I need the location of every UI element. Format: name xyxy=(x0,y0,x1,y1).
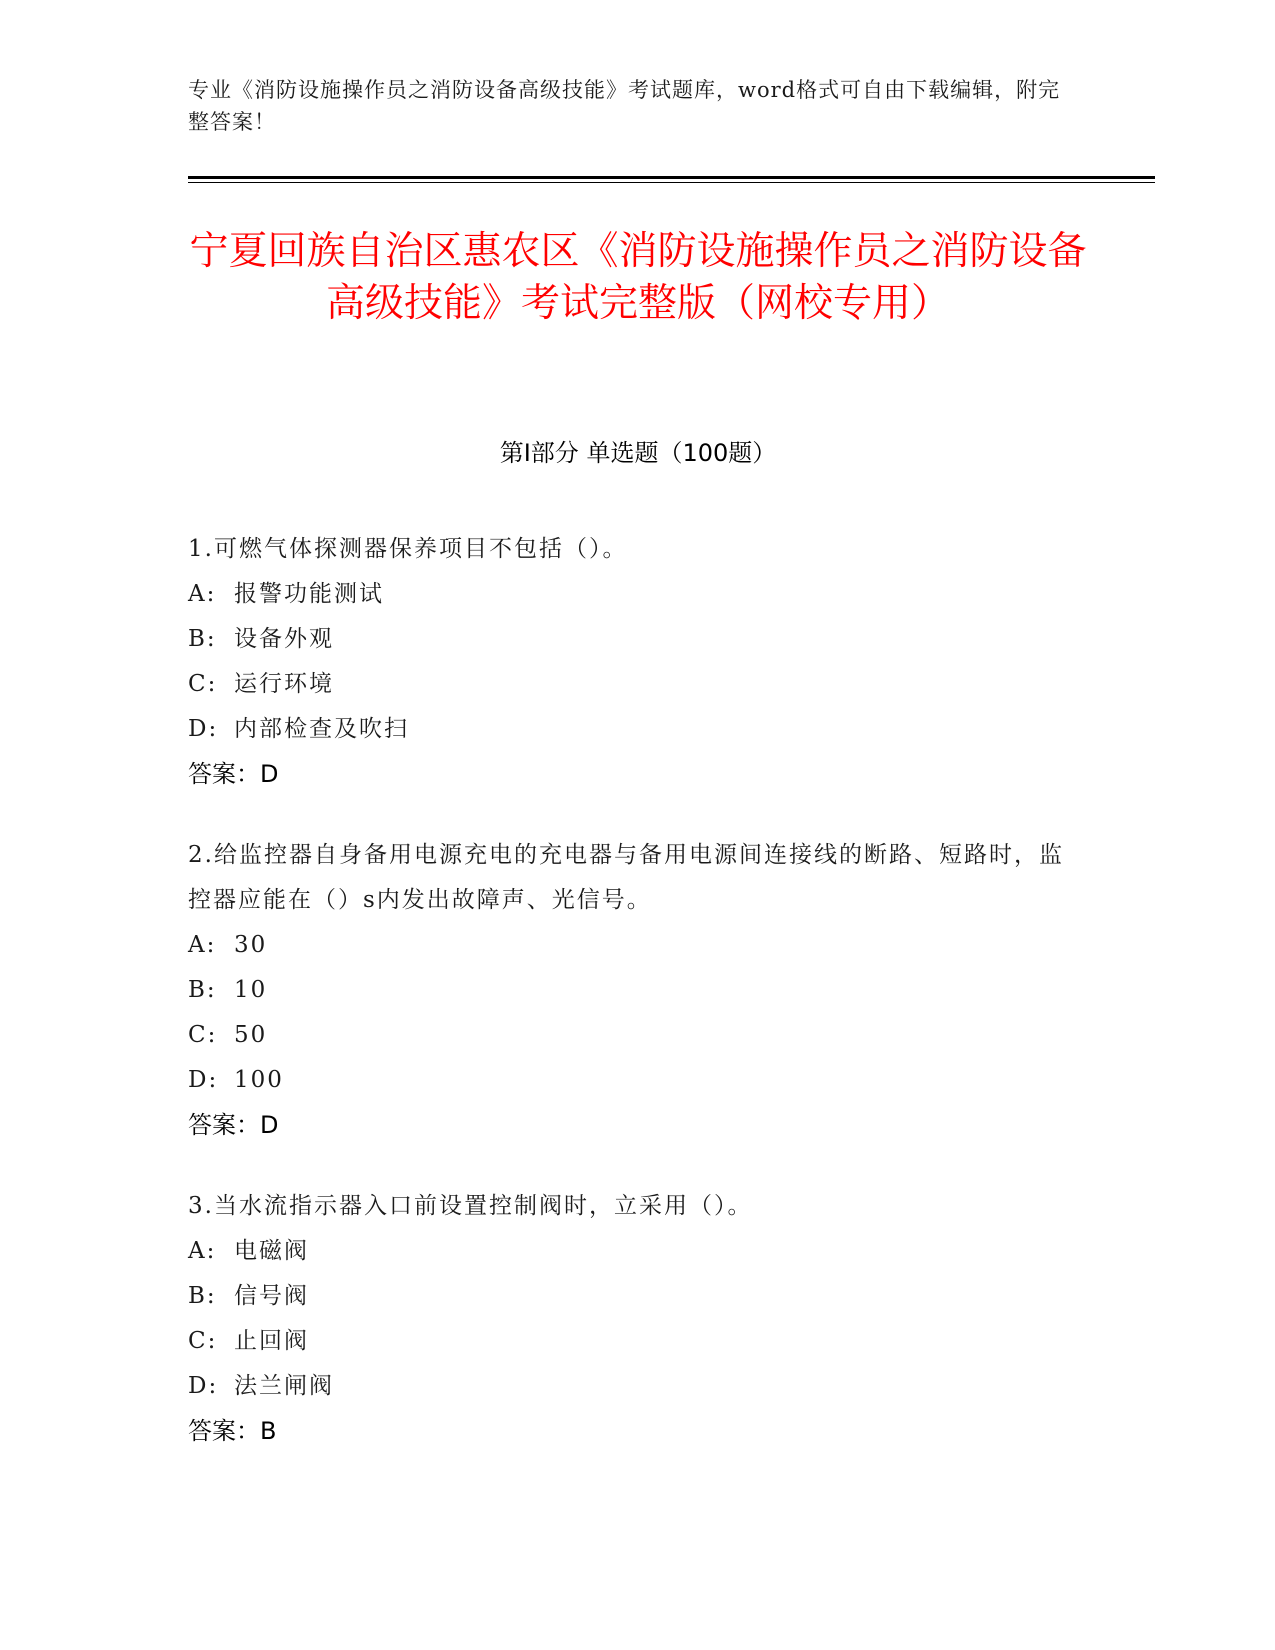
option-letter: B: xyxy=(188,626,217,652)
answer-line xyxy=(188,1409,1088,1454)
option-letter: C: xyxy=(188,1328,218,1354)
answer-label: 答案： xyxy=(188,1417,260,1445)
option-text: 10 xyxy=(234,977,268,1003)
option-letter: B: xyxy=(188,1283,217,1309)
option-text: 50 xyxy=(234,1022,268,1048)
option-d xyxy=(188,707,1088,752)
option-text: 运行环境 xyxy=(234,671,334,697)
option-letter: B: xyxy=(188,977,217,1003)
answer-line xyxy=(188,1103,1088,1148)
option-letter: D: xyxy=(188,1373,219,1399)
option-c xyxy=(188,662,1088,707)
question-stem: 3.当水流指示器入口前设置控制阀时，立采用（）。 xyxy=(188,1193,753,1219)
answer-label: 答案： xyxy=(188,760,260,788)
option-a xyxy=(188,1229,1088,1274)
option-text: 电磁阀 xyxy=(234,1238,309,1264)
section-title: 第Ⅰ部分 单选题（100题） xyxy=(499,439,777,467)
option-letter: D: xyxy=(188,716,219,742)
document-title: 宁夏回族自治区惠农区《消防设施操作员之消防设备高级技能》考试完整版（网校专用） xyxy=(189,229,1087,326)
option-d xyxy=(188,1364,1088,1409)
answer-value: D xyxy=(260,760,279,788)
option-text: 信号阀 xyxy=(234,1283,309,1309)
option-text: 设备外观 xyxy=(234,626,334,652)
option-b xyxy=(188,968,1088,1013)
option-b xyxy=(188,617,1088,662)
question-list xyxy=(188,527,1088,1490)
answer-line xyxy=(188,752,1088,797)
option-a xyxy=(188,923,1088,968)
option-text: 内部检查及吹扫 xyxy=(234,716,409,742)
question-stem: 2.给监控器自身备用电源充电的充电器与备用电源间连接线的断路、短路时，监控器应能在（）s内发出故障声、光信号。 xyxy=(188,842,1064,913)
header-note: 专业《消防设施操作员之消防设备高级技能》考试题库，word格式可自由下载编辑，附完整答案！ xyxy=(188,78,1061,134)
option-letter: D: xyxy=(188,1067,219,1093)
question-3 xyxy=(188,1184,1088,1454)
option-a xyxy=(188,572,1088,617)
option-c xyxy=(188,1319,1088,1364)
answer-label: 答案： xyxy=(188,1111,260,1139)
option-text: 100 xyxy=(234,1067,284,1093)
answer-value: B xyxy=(260,1417,277,1445)
question-1 xyxy=(188,527,1088,797)
option-letter: A: xyxy=(188,1238,217,1264)
option-letter: C: xyxy=(188,1022,218,1048)
option-text: 报警功能测试 xyxy=(234,581,384,607)
question-stem: 1.可燃气体探测器保养项目不包括（）。 xyxy=(188,536,628,562)
option-letter: C: xyxy=(188,671,218,697)
option-letter: A: xyxy=(188,581,217,607)
header-divider-thin xyxy=(188,182,1155,183)
header-divider-thick xyxy=(188,176,1155,179)
option-c xyxy=(188,1013,1088,1058)
option-d xyxy=(188,1058,1088,1103)
answer-value: D xyxy=(260,1111,279,1139)
option-text: 止回阀 xyxy=(234,1328,309,1354)
question-2 xyxy=(188,833,1088,1148)
option-b xyxy=(188,1274,1088,1319)
option-text: 法兰闸阀 xyxy=(234,1373,334,1399)
option-text: 30 xyxy=(234,932,268,958)
option-letter: A: xyxy=(188,932,217,958)
